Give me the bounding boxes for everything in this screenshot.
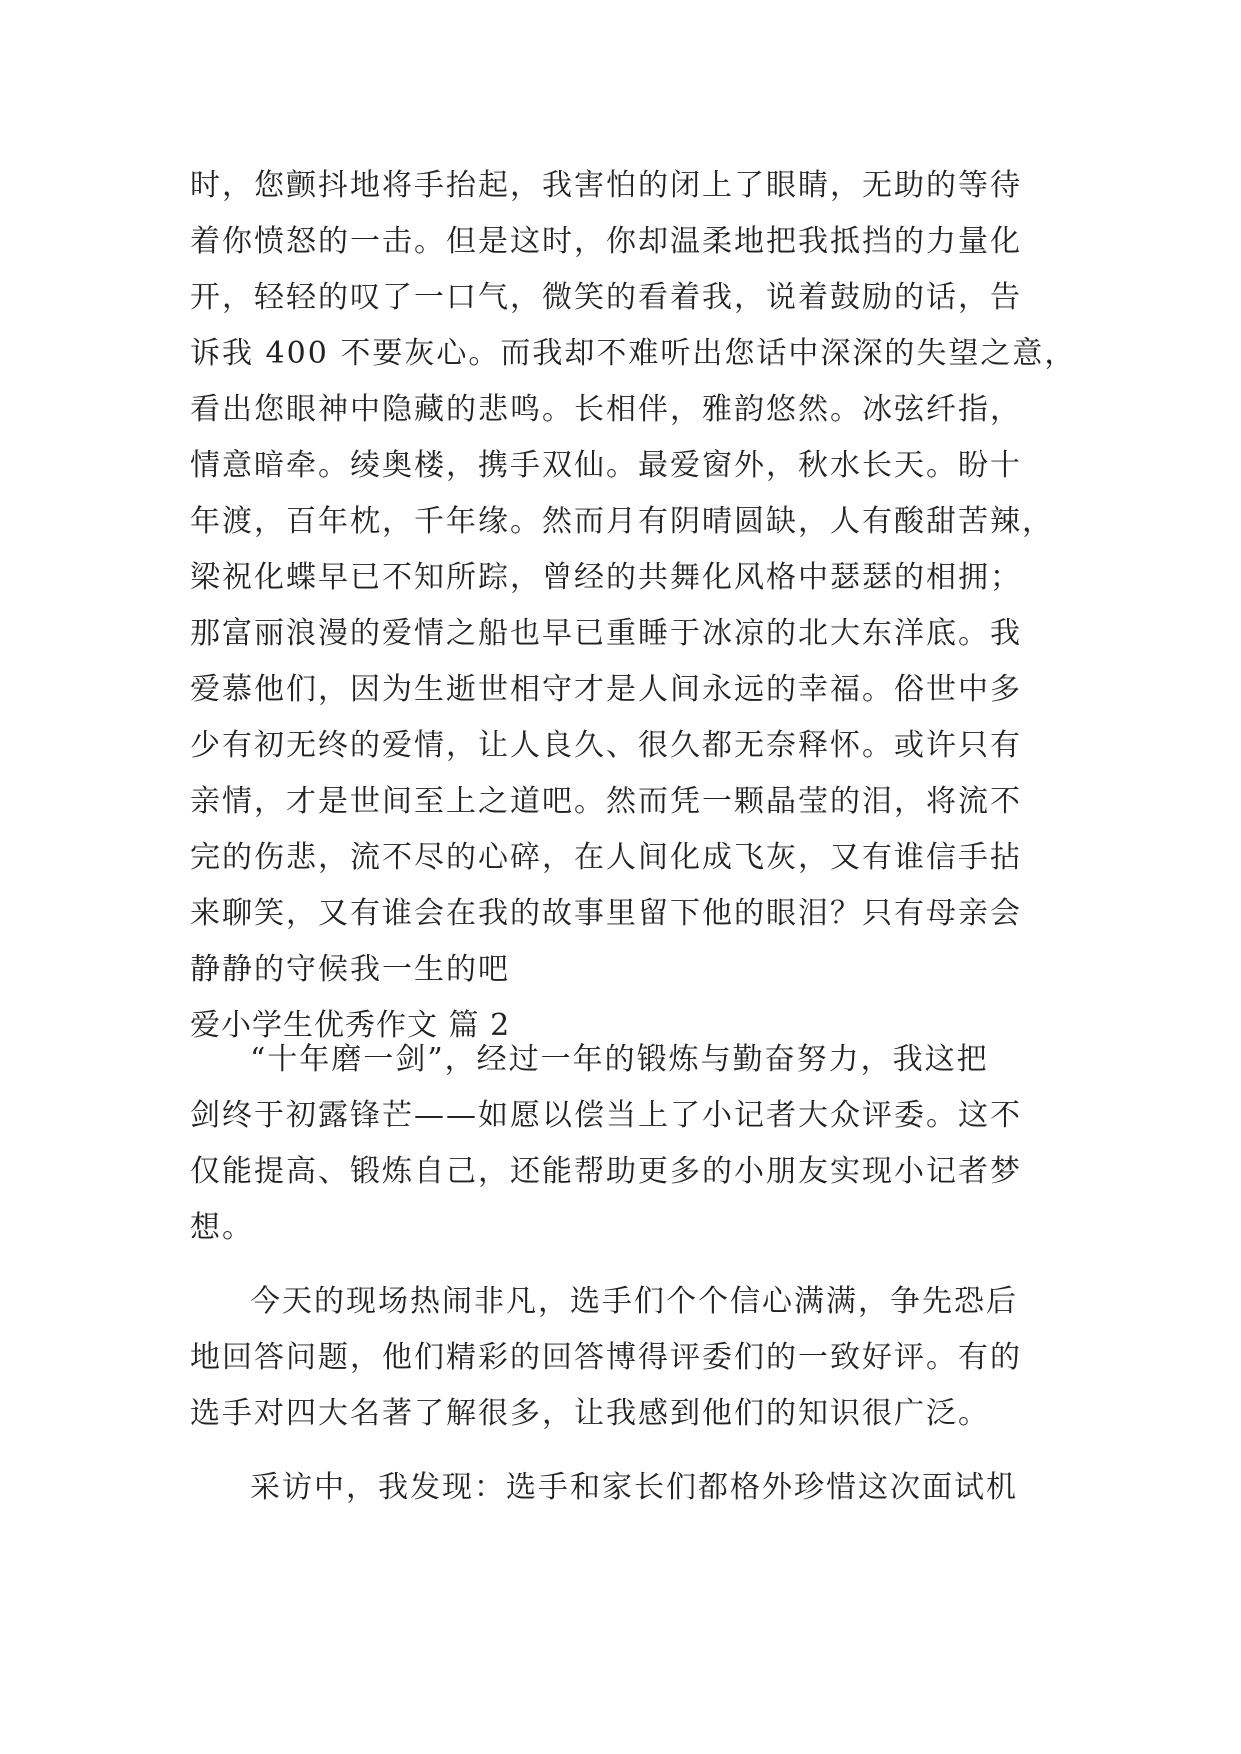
text-line: 年渡，百年枕，千年缘。然而月有阴晴圆缺，人有酸甜苦辣， <box>190 504 1054 539</box>
text-line: 着你愤怒的一击。但是这时，你却温柔地把我抵挡的力量化 <box>190 224 1022 259</box>
text-line: 时，您颤抖地将手抬起，我害怕的闭上了眼睛，无助的等待 <box>190 168 1022 203</box>
essay-paragraph-1 <box>190 158 1077 1054</box>
essay-paragraph-3 <box>190 1274 1070 1442</box>
text-line: 剑终于初露锋芒——如愿以偿当上了小记者大众评委。这不 <box>190 1098 1022 1133</box>
text-line: 看出您眼神中隐藏的悲鸣。长相伴，雅韵悠然。冰弦纤指， <box>190 392 1022 427</box>
text-line: 静静的守候我一生的吧 <box>190 952 510 987</box>
text-line: 爱慕他们，因为生逝世相守才是人间永远的幸福。俗世中多 <box>190 672 1022 707</box>
text-line: 采访中，我发现：选手和家长们都格外珍惜这次面试机 <box>250 1470 1018 1505</box>
text-line: 今天的现场热闹非凡，选手们个个信心满满，争先恐后 <box>250 1284 1018 1319</box>
text-line: 少有初无终的爱情，让人良久、很久都无奈释怀。或许只有 <box>190 728 1022 763</box>
text-line: 想。 <box>190 1210 254 1245</box>
text-line: 亲情，才是世间至上之道吧。然而凭一颗晶莹的泪，将流不 <box>190 784 1022 819</box>
text-line: 情意暗牵。绫奥楼，携手双仙。最爱窗外，秋水长天。盼十 <box>190 448 1022 483</box>
essay-section-2 <box>190 1032 1070 1516</box>
text-line: 诉我 400 不要灰心。而我却不难听出您话中深深的失望之意， <box>190 336 1077 371</box>
text-line: 地回答问题，他们精彩的回答博得评委们的一致好评。有的 <box>190 1340 1022 1375</box>
essay-paragraph-2 <box>190 1032 1070 1256</box>
text-line: 来聊笑，又有谁会在我的故事里留下他的眼泪？只有母亲会 <box>190 896 1022 931</box>
text-line: “十年磨一剑”，经过一年的锻炼与勤奋努力，我这把 <box>250 1042 989 1077</box>
text-line: 梁祝化蝶早已不知所踪，曾经的共舞化风格中瑟瑟的相拥； <box>190 560 1022 595</box>
text-line: 那富丽浪漫的爱情之船也早已重睡于冰凉的北大东洋底。我 <box>190 616 1022 651</box>
essay-paragraph-4 <box>190 1460 1070 1516</box>
text-line: 完的伤悲，流不尽的心碎，在人间化成飞灰，又有谁信手拈 <box>190 840 1022 875</box>
text-line: 开，轻轻的叹了一口气，微笑的看着我，说着鼓励的话，告 <box>190 280 1022 315</box>
text-line: 选手对四大名著了解很多，让我感到他们的知识很广泛。 <box>190 1396 990 1431</box>
section-heading: 爱小学生优秀作文 篇 2 <box>190 1008 511 1043</box>
text-line: 仅能提高、锻炼自己，还能帮助更多的小朋友实现小记者梦 <box>190 1154 1022 1189</box>
